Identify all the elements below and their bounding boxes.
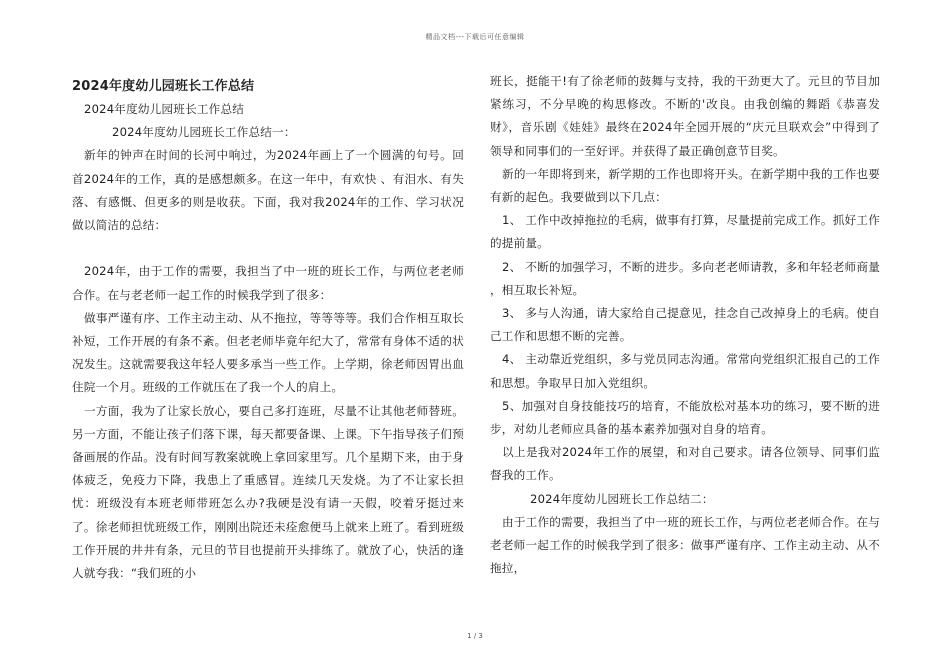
right-column [490,70,880,580]
page-number: 1 / 3 [467,632,483,640]
paragraph: 以上是我对2024年工作的展望，和对自己要求。请各位领导、同事们监督我的工作。 [490,445,880,483]
left-column [72,70,464,585]
paragraph: 由于工作的需要，我担当了中一班的班长工作，与两位老老师合作。在与老老师一起工作的时候我学到了很多：做事严谨有序、工作主动主动、从不拖拉， [490,514,880,576]
paragraph: 一方面，我为了让家长放心，要自己多打连班，尽量不让其他老师替班。另一方面，不能让孩子们落下课，每天都要备课、上课。下午指导孩子们预备画展的作品。没有时间写教案就晚上拿回家里写。几个星期下来，由于身体疲乏，免疫力下降，我患上了重感冒。连续几天发烧。为了不让家长担忧：班级没有本班老师带班怎么办?我硬是没有请一天假，咬着牙挺过来了。徐老师担忧班级工作，刚刚出院还未痊愈便马上就来上班了。看到班级工作开展的井井有条，元旦的节目也提前开头排练了。就放了心，快活的逢人就夸我：“我们班的小 [72,403,464,581]
list-item: 1、 工作中改掉拖拉的毛病，做事有打算，尽量提前完成工作。抓好工作的提前量。 [490,213,880,251]
header-note: 精品文档---下载后可任意编辑 [425,33,525,41]
paragraph: 新年的钟声在时间的长河中响过，为2024年画上了一个圆满的句号。回首2024年的工作，真的是感想颇多。在这一年中，有欢快 、有泪水、有失落、有感慨、但更多的则是收获。下面，我对我2024年的工作、学习状况做以简洁的总结： [72,148,464,233]
document-title: 2024年度幼儿园班长工作总结 [72,79,255,94]
list-item: 4、 主动靠近党组织，多与党员同志沟通。常常向党组织汇报自己的工作和思想。争取早日加入党组织。 [490,352,880,390]
paragraph: 2024年，由于工作的需要，我担当了中一班的班长工作，与两位老老师合作。在与老老师一起工作的时候我学到了很多： [72,264,464,302]
blank-line [72,237,464,260]
list-item: 2、 不断的加强学习，不断的进步。多向老老师请教，多和年轻老师商量 ，相互取长补短。 [490,259,880,297]
subtitle: 2024年度幼儿园班长工作总结 [84,102,245,116]
paragraph: 做事严谨有序、工作主动主动、从不拖拉，等等等等。我们合作相互取长补短，工作开展的有条不紊。但老老师毕竟年纪大了，常常有身体不适的状况发生。这就需要我这年轻人要多承当一些工作。上学期，徐老师因胃出血住院一个月。班级的工作就压在了我一个人的肩上。 [72,310,464,395]
section1-heading: 2024年度幼儿园班长工作总结一： [112,125,296,140]
paragraph: 新的一年即将到来，新学期的工作也即将开头。在新学期中我的工作也要有新的起色。我要做到以下几点： [490,166,880,205]
section2-heading: 2024年度幼儿园班长工作总结二： [530,491,714,506]
paragraph: 班长，挺能干!有了徐老师的鼓舞与支持，我的干劲更大了。元旦的节目加紧练习，不分早晚的构思修改。不断的'改良。由我创编的舞蹈《恭喜发财》，音乐剧《娃娃》最终在2024年全园开展的“庆元旦联欢会”中得到了领导和同事们的一至好评。并获得了最正确创意节目奖。 [490,74,880,158]
list-item: 3、 多与人沟通，请大家给自己提意见，挂念自己改掉身上的毛病。使自己工作和思想不断的完善。 [490,306,880,344]
list-item: 5、加强对自身技能技巧的培育，不能放松对基本功的练习，要不断的进步，对幼儿老师应具备的基本素养加强对自身的培育。 [490,398,880,437]
